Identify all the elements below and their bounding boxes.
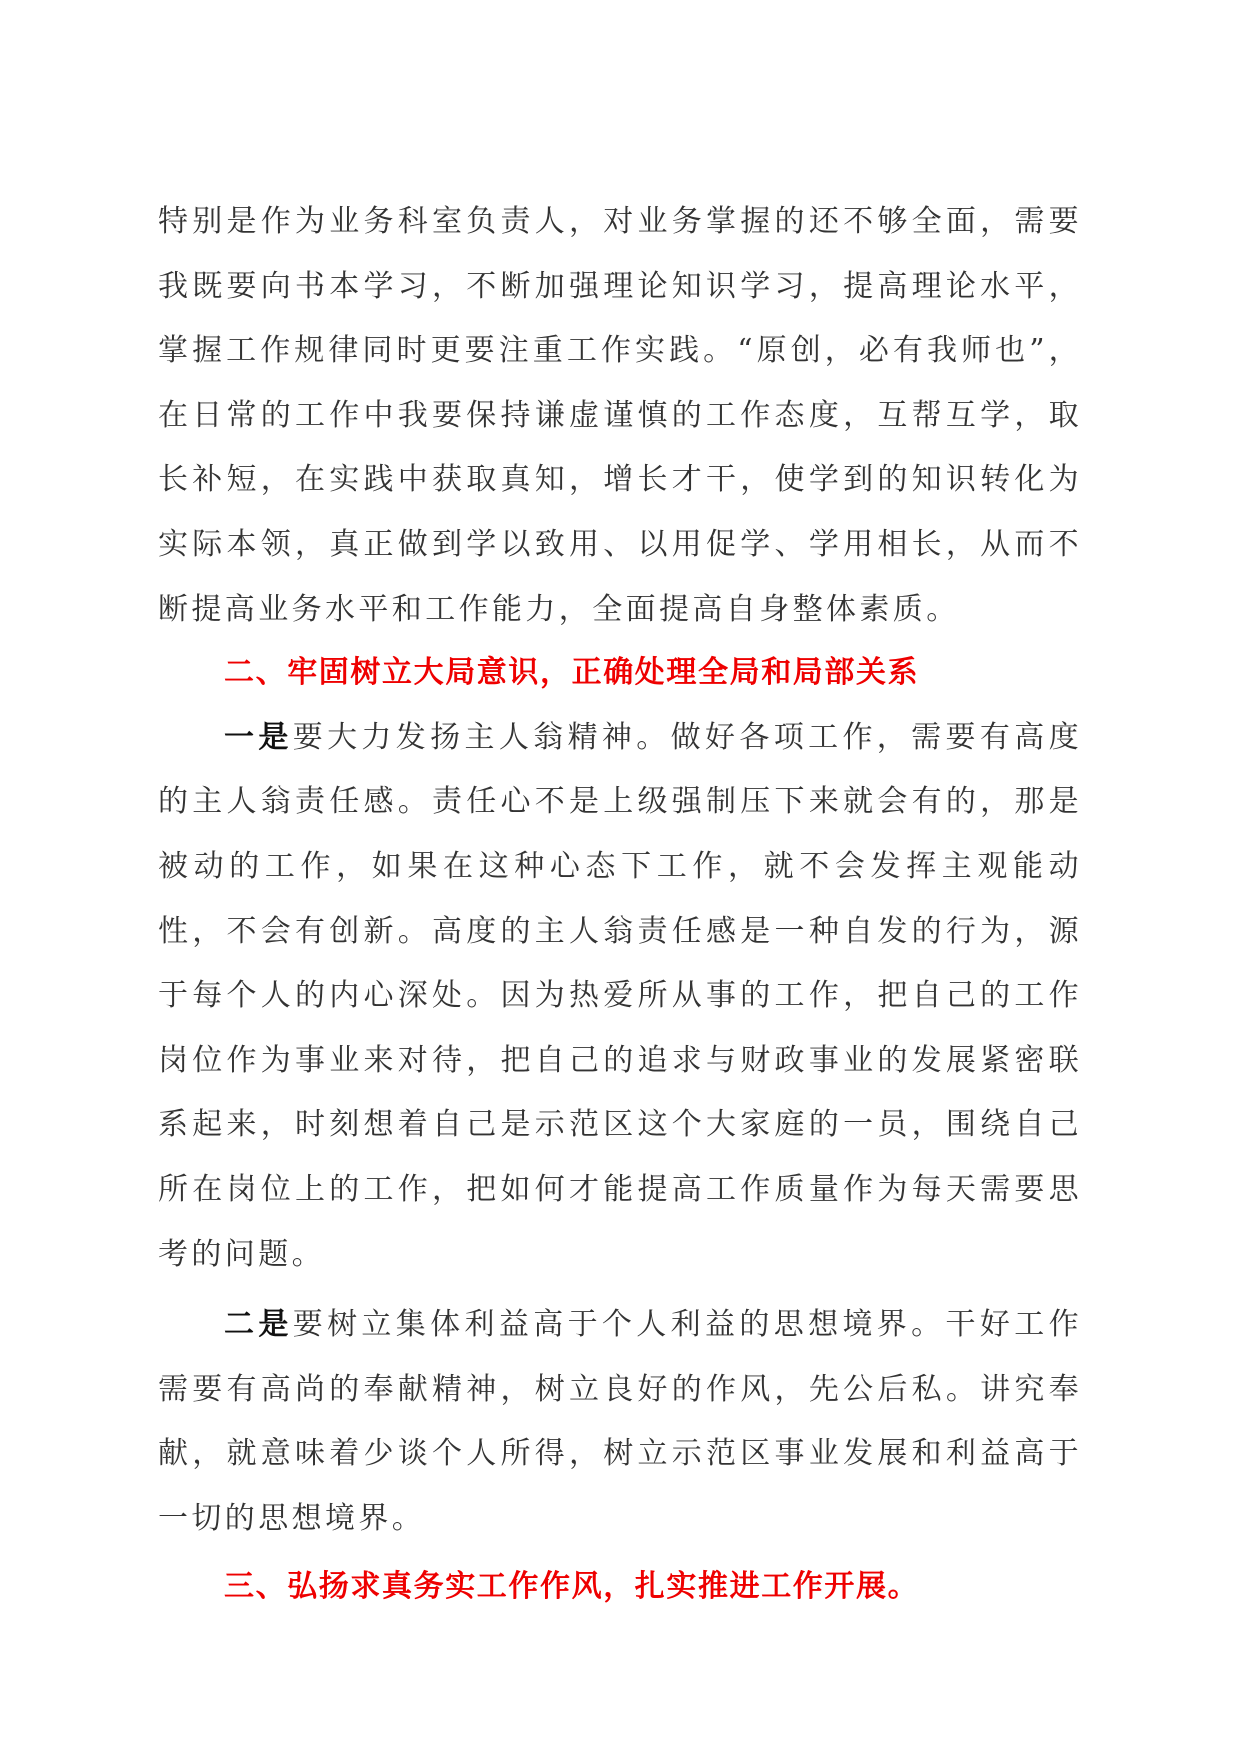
point-one-text: 要大力发扬主人翁精神。做好各项工作，需要有高度的主人翁责任感。责任心不是上级强制压下来就会有的，那是被动的工作，如果在这种心态下工作，就不会发挥主观能动性，不会有创新。高度的主人翁责任感是一种自发的行为，源于每个人的内心深处。因为热爱所从事的工作，把自己的工作岗位作为事业来对待，把自己的追求与财政事业的发展紧密联系起来，时刻想着自己是示范区这个大家庭的一员，围绕自己所在岗位上的工作，把如何才能提高工作质量作为每天需要思考的问题。	[158, 719, 1082, 1272]
body-paragraph-continuation: 特别是作为业务科室负责人，对业务掌握的还不够全面，需要我既要向书本学习，不断加强理论知识学习，提高理论水平，掌握工作规律同时更要注重工作实践。“原创，必有我师也”，在日常的工作中我要保持谦虚谨慎的工作态度，互帮互学，取长补短，在实践中获取真知，增长才干，使学到的知识转化为实际本领，真正做到学以致用、以用促学、学用相长，从而不断提高业务水平和工作能力，全面提高自身整体素质。	[158, 204, 1082, 627]
section-heading-2: 二、牢固树立大局意识，正确处理全局和局部关系	[224, 655, 920, 691]
point-two-paragraph	[158, 1293, 1082, 1551]
point-one-paragraph	[158, 706, 1082, 1287]
document-page	[158, 190, 1082, 1620]
point-two-text: 要树立集体利益高于个人利益的思想境界。干好工作需要有高尚的奉献精神，树立良好的作风，先公后私。讲究奉献，就意味着少谈个人所得，树立示范区事业发展和利益高于一切的思想境界。	[158, 1307, 1082, 1536]
section-heading-3: 三、弘扬求真务实工作作风，扎实推进工作开展。	[224, 1569, 920, 1605]
point-one-lead: 一是	[224, 719, 293, 755]
point-two-lead: 二是	[224, 1307, 293, 1343]
